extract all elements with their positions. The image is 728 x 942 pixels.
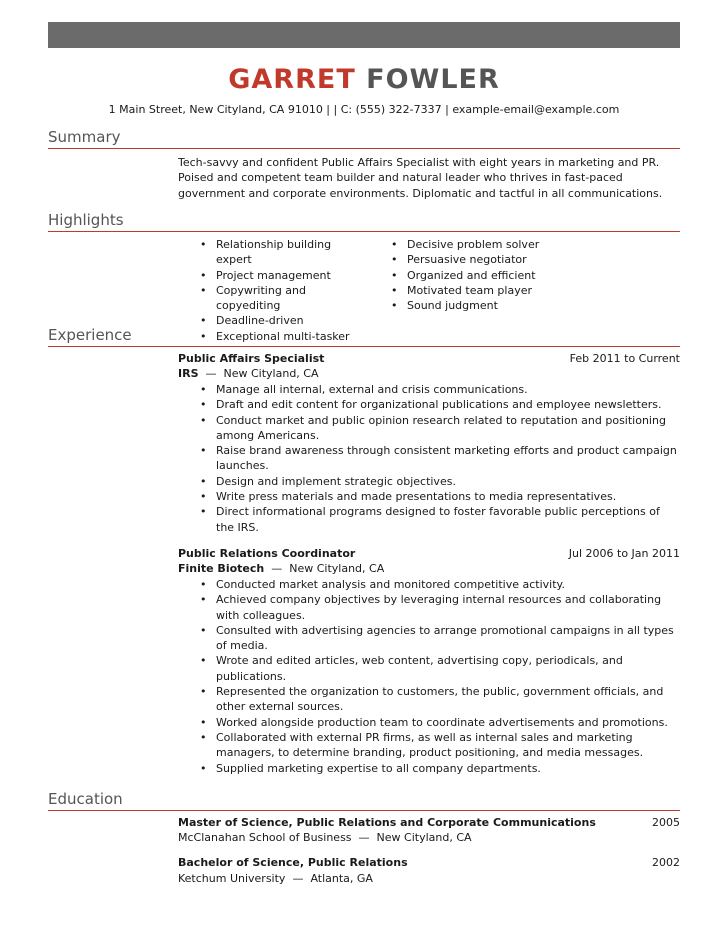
last-name: FOWLER bbox=[366, 64, 500, 95]
header-bar bbox=[48, 22, 680, 48]
section-title-highlights: Highlights bbox=[48, 211, 124, 229]
school-name: Ketchum University bbox=[178, 872, 286, 885]
contact-line: 1 Main Street, New Cityland, CA 91010 | | C: (555) 322-7337 | example-email@example.com bbox=[108, 103, 620, 116]
list-item: • Decisive problem solver bbox=[369, 237, 559, 252]
list-item: • Draft and edit content for organizational publications and employee newsletters. bbox=[178, 397, 680, 412]
list-item: • Write press materials and made presentations to media representatives. bbox=[178, 489, 680, 504]
list-item: • Conduct market and public opinion research related to reputation and positioning among Americans. bbox=[178, 413, 680, 444]
list-item: • Achieved company objectives by leveraging internal resources and collaborating with colleagues. bbox=[178, 592, 680, 623]
school-name: McClanahan School of Business bbox=[178, 831, 352, 844]
list-item: • Project management bbox=[178, 268, 368, 283]
section-divider bbox=[48, 346, 680, 347]
first-name: GARRET bbox=[228, 64, 356, 95]
job-title: Public Relations Coordinator bbox=[178, 547, 356, 560]
dash-separator: — bbox=[267, 562, 286, 575]
edu-year: 2002 bbox=[652, 856, 680, 869]
dash-separator: — bbox=[202, 367, 220, 380]
section-divider bbox=[48, 231, 680, 232]
job-company bbox=[178, 366, 319, 381]
school-location: Atlanta, GA bbox=[310, 872, 373, 885]
company-location: New Cityland, CA bbox=[289, 562, 385, 575]
list-item: • Exceptional multi-tasker bbox=[178, 329, 368, 344]
company-name: Finite Biotech bbox=[178, 562, 265, 575]
list-item: • Supplied marketing expertise to all company departments. bbox=[178, 761, 680, 776]
dash-separator: — bbox=[355, 831, 374, 844]
job-title: Public Affairs Specialist bbox=[178, 352, 325, 365]
list-item: • Represented the organization to customers, the public, government officials, and other external sources. bbox=[178, 684, 680, 715]
edu-degree: Bachelor of Science, Public Relations bbox=[178, 856, 408, 869]
list-item: • Collaborated with external PR firms, as well as internal sales and marketing managers, to determine branding, product positioning, and media messages. bbox=[178, 730, 680, 761]
highlights-right-list bbox=[369, 237, 559, 313]
section-title-summary: Summary bbox=[48, 128, 121, 146]
list-item: • Manage all internal, external and crisis communications. bbox=[178, 382, 680, 397]
dash-separator: — bbox=[288, 872, 307, 885]
list-item: • Consulted with advertising agencies to arrange promotional campaigns in all types of media. bbox=[178, 623, 680, 654]
list-item: • Worked alongside production team to coordinate advertisements and promotions. bbox=[178, 715, 680, 730]
list-item: • Design and implement strategic objectives. bbox=[178, 474, 680, 489]
list-item: • Organized and efficient bbox=[369, 268, 559, 283]
edu-year: 2005 bbox=[652, 816, 680, 829]
highlights-left-list bbox=[178, 237, 368, 344]
list-item: • Motivated team player bbox=[369, 283, 559, 298]
summary-text: Tech-savvy and confident Public Affairs Specialist with eight years in marketing and PR. Poised and competent team builder and natural leader who thrives in fast-paced government and corporate environments. Diplomatic and tactful in all communications. bbox=[178, 156, 663, 200]
list-item: • Wrote and edited articles, web content, advertising copy, periodicals, and publications. bbox=[178, 653, 680, 684]
list-item: • Persuasive negotiator bbox=[369, 252, 559, 267]
company-name: IRS bbox=[178, 367, 199, 380]
section-title-education: Education bbox=[48, 790, 123, 808]
list-item: • Copywriting and copyediting bbox=[178, 283, 368, 314]
list-item: • Conducted market analysis and monitored competitive activity. bbox=[178, 577, 680, 592]
job-bullet-list bbox=[178, 382, 680, 535]
edu-degree: Master of Science, Public Relations and Corporate Communications bbox=[178, 816, 596, 829]
section-title-experience: Experience bbox=[48, 326, 132, 344]
company-location: New Cityland, CA bbox=[223, 367, 319, 380]
list-item: • Relationship building expert bbox=[178, 237, 368, 268]
list-item: • Deadline-driven bbox=[178, 313, 368, 328]
list-item: • Sound judgment bbox=[369, 298, 559, 313]
school-location: New Cityland, CA bbox=[376, 831, 472, 844]
job-date: Jul 2006 to Jan 2011 bbox=[568, 547, 680, 560]
list-item: • Direct informational programs designed to foster favorable public perceptions of the IRS. bbox=[178, 504, 680, 535]
edu-school-line bbox=[178, 871, 373, 886]
candidate-name bbox=[0, 64, 728, 96]
section-divider bbox=[48, 810, 680, 811]
list-item: • Raise brand awareness through consistent marketing efforts and product campaign launches. bbox=[178, 443, 680, 474]
section-divider bbox=[48, 148, 680, 149]
job-date: Feb 2011 to Current bbox=[569, 352, 680, 365]
job-bullet-list bbox=[178, 577, 680, 776]
edu-school-line bbox=[178, 830, 472, 845]
job-company bbox=[178, 561, 384, 576]
